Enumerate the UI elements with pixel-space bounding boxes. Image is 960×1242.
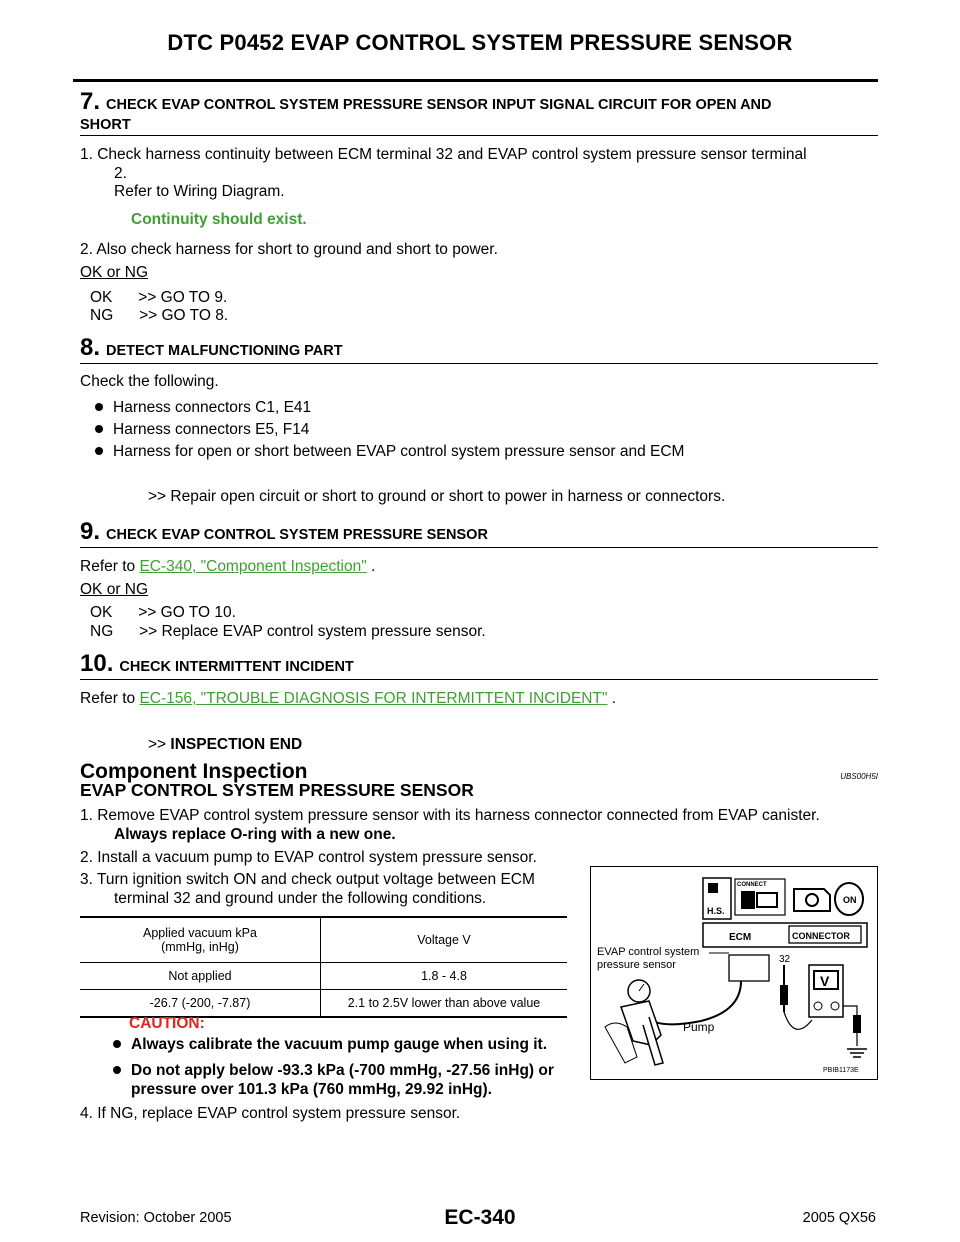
step-7-item-1-cont: 2. <box>114 165 127 182</box>
table-row: Not applied 1.8 - 4.8 <box>80 963 567 990</box>
step-10-refer: Refer to EC-156, "TROUBLE DIAGNOSIS FOR INTERMITTENT INCIDENT" . <box>80 690 617 707</box>
page-title: DTC P0452 EVAP CONTROL SYSTEM PRESSURE SENSOR <box>167 30 793 55</box>
list-item: Harness connectors E5, F14 <box>113 420 309 439</box>
step-7-ok-or-ng: OK or NG <box>80 264 149 281</box>
footer-page-number: EC-340 <box>444 1206 516 1229</box>
inspection-item-3: 3. Turn ignition switch ON and check output voltage between ECM <box>80 871 535 888</box>
voltage-table <box>80 916 567 1018</box>
step-7-title-line2: SHORT <box>80 117 131 133</box>
wiring-diagram <box>591 867 877 1079</box>
header-rule <box>73 79 878 82</box>
table-header-voltage: Voltage V <box>321 917 568 963</box>
step-7-heading <box>80 88 878 116</box>
step-10-heading <box>80 650 878 678</box>
table-row: -26.7 (-200, -7.87) 2.1 to 2.5V lower than above value <box>80 990 567 1018</box>
step-10-number: 10. <box>80 650 114 677</box>
step-8-heading <box>80 334 878 362</box>
step-7-title: CHECK EVAP CONTROL SYSTEM PRESSURE SENSOR INPUT SIGNAL CIRCUIT FOR OPEN AND <box>106 97 772 113</box>
section-subtitle: EVAP CONTROL SYSTEM PRESSURE SENSOR <box>80 780 474 800</box>
caution-item-cont: pressure over 101.3 kPa (760 mmHg, 29.92 inHg). <box>131 1081 492 1098</box>
engine-icon <box>794 889 830 911</box>
bullet-icon <box>95 403 103 411</box>
bullet-icon <box>95 425 103 433</box>
sensor-label-1: EVAP control system <box>597 946 700 958</box>
sensor-box <box>729 955 769 981</box>
sensor-label-2: pressure sensor <box>597 959 676 971</box>
inspection-item-3-cont: terminal 32 and ground under the following conditions. <box>114 890 487 907</box>
figure-id: PBIB1173E <box>823 1067 859 1074</box>
step-7-spec: Continuity should exist. <box>131 211 307 228</box>
step-7-number: 7. <box>80 88 101 115</box>
step-7-ng: NG >> GO TO 8. <box>90 307 229 324</box>
footer-revision: Revision: October 2005 <box>80 1210 232 1226</box>
vacuum-pump-icon <box>605 980 663 1065</box>
step-7-item-1: 1. Check harness continuity between ECM terminal 32 and EVAP control system pressure sensor terminal <box>80 146 807 163</box>
hs-label: H.S. <box>707 906 725 916</box>
terminal-label: 32 <box>779 954 791 965</box>
footer-model: 2005 QX56 <box>802 1210 876 1226</box>
step-9-title: CHECK EVAP CONTROL SYSTEM PRESSURE SENSOR <box>106 527 488 543</box>
step-8-rule <box>80 363 878 364</box>
step-7-rule <box>80 135 878 136</box>
list-item: Harness for open or short between EVAP control system pressure sensor and ECM <box>113 442 684 461</box>
connect-icon <box>735 879 785 915</box>
bullet-icon <box>113 1040 121 1048</box>
caution-item: Always calibrate the vacuum pump gauge when using it. <box>131 1035 547 1054</box>
component-inspection-link[interactable]: EC-340, "Component Inspection" <box>139 558 367 575</box>
connect-label: CONNECT <box>737 882 767 888</box>
inspection-item-4: 4. If NG, replace EVAP control system pressure sensor. <box>80 1105 461 1122</box>
step-9-heading <box>80 518 878 546</box>
inspection-item-2: 2. Install a vacuum pump to EVAP control system pressure sensor. <box>80 849 537 866</box>
step-8-number: 8. <box>80 334 101 361</box>
pump-label: Pump <box>683 1020 715 1034</box>
caution-label: CAUTION: <box>129 1015 205 1032</box>
step-9-rule <box>80 547 878 548</box>
caution-item: Do not apply below -93.3 kPa (-700 mmHg, -27.56 inHg) or <box>131 1061 554 1080</box>
voltmeter-label: V <box>820 973 830 989</box>
ignition-on-icon <box>835 883 863 915</box>
step-9-ok-or-ng: OK or NG <box>80 581 149 598</box>
bullet-icon <box>95 447 103 455</box>
section-title: Component Inspection <box>80 760 308 783</box>
step-10-title: CHECK INTERMITTENT INCIDENT <box>119 659 354 675</box>
consult-tool-icon <box>703 878 731 919</box>
step-7-item-2: 2. Also check harness for short to ground and short to power. <box>80 241 498 258</box>
step-7-ok: OK >> GO TO 9. <box>90 289 228 306</box>
step-9-refer: Refer to EC-340, "Component Inspection" . <box>80 558 376 575</box>
step-9-ok: OK >> GO TO 10. <box>90 604 236 621</box>
inspection-figure <box>590 866 878 1080</box>
section-code: UBS00H5I <box>840 772 878 781</box>
table-header-vacuum: Applied vacuum kPa (mmHg, inHg) <box>80 917 321 963</box>
step-10-end: >> INSPECTION END <box>148 736 303 753</box>
table-header-row <box>80 917 567 963</box>
intermittent-incident-link[interactable]: EC-156, "TROUBLE DIAGNOSIS FOR INTERMITTENT INCIDENT" <box>139 690 608 707</box>
list-item: Harness connectors C1, E41 <box>113 398 311 417</box>
step-8-intro: Check the following. <box>80 373 219 390</box>
step-10-rule <box>80 679 878 680</box>
bullet-icon <box>113 1066 121 1074</box>
ecm-connector <box>703 923 867 947</box>
connector-label: CONNECTOR <box>792 931 850 941</box>
step-8-action: >> Repair open circuit or short to ground or short to power in harness or connectors. <box>148 488 726 505</box>
on-label: ON <box>843 895 857 905</box>
voltmeter-icon <box>809 965 843 1017</box>
inspection-item-1-note: Always replace O-ring with a new one. <box>114 826 396 843</box>
step-7-item-1-refer: Refer to Wiring Diagram. <box>114 183 285 200</box>
step-8-title: DETECT MALFUNCTIONING PART <box>106 343 343 359</box>
ecm-label: ECM <box>729 932 752 943</box>
inspection-item-1: 1. Remove EVAP control system pressure sensor with its harness connector connected from EVAP canister. <box>80 807 820 824</box>
step-9-ng: NG >> Replace EVAP control system pressure sensor. <box>90 623 486 640</box>
ground-icon <box>847 1049 867 1057</box>
step-9-number: 9. <box>80 518 101 545</box>
